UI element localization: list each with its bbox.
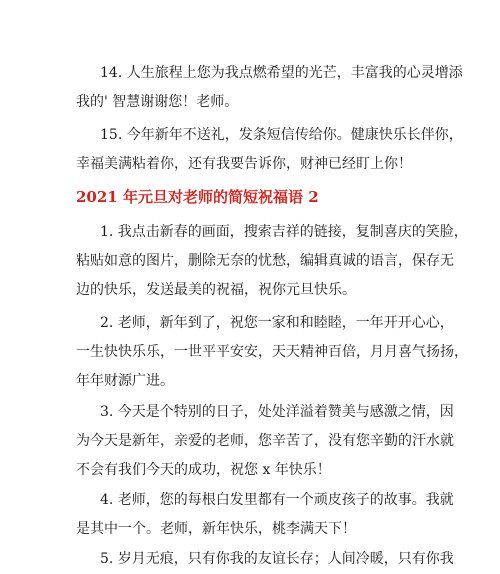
paragraph-line: 14. 人生旅程上您为我点燃希望的光芒，丰富我的心灵增添 xyxy=(100,65,463,81)
paragraph-line: 是其中一个。老师，新年快乐，桃李满天下！ xyxy=(76,521,356,537)
paragraph-15 xyxy=(76,121,463,179)
paragraph-line: 为今天是新年，亲爱的老师，您辛苦了，没有您辛勤的汗水就 xyxy=(76,433,454,449)
paragraph-line: 2. 老师，新年到了，祝您一家和和睦睦，一年开开心心， xyxy=(100,315,454,331)
paragraph-line: 年年财源广进。 xyxy=(76,373,174,389)
list-item-1 xyxy=(76,218,468,305)
paragraph-line: 5. 岁月无痕，只有你我的友谊长存；人间冷暖，只有你我 xyxy=(100,551,454,567)
paragraph-line: 4. 老师，您的每根白发里都有一个顽皮孩子的故事。我就 xyxy=(100,492,454,508)
paragraph-line: 1. 我点击新春的画面，搜索吉祥的链接，复制喜庆的笑脸， xyxy=(100,224,468,240)
paragraph-line: 粘贴如意的图片，删除无奈的忧愁，编辑真诚的语言，保存无 xyxy=(76,253,454,269)
paragraph-line: 3. 今天是个特别的日子，处处洋溢着赞美与感激之情，因 xyxy=(100,404,454,420)
list-item-5 xyxy=(76,545,454,574)
list-item-4 xyxy=(76,486,454,544)
paragraph-line: 15. 今年新年不送礼，发条短信传给你。健康快乐长伴你， xyxy=(100,127,463,143)
paragraph-line: 一生快快乐乐，一世平平安安，天天精神百倍，月月喜气扬扬， xyxy=(76,344,468,360)
list-item-2 xyxy=(76,309,468,396)
list-item-3 xyxy=(76,398,454,485)
paragraph-line: 边的快乐，发送最美的祝福，祝你元旦快乐。 xyxy=(76,282,356,298)
paragraph-line: 我的' 智慧谢谢您！老师。 xyxy=(76,94,239,110)
section-heading: 2021 年元旦对老师的简短祝福语 2 xyxy=(76,188,319,206)
paragraph-line: 幸福美满粘着你，还有我要告诉你，财神已经盯上你！ xyxy=(76,156,412,172)
paragraph-line: 不会有我们今天的成功，祝您 x 年快乐！ xyxy=(76,462,331,478)
paragraph-14 xyxy=(76,59,463,117)
